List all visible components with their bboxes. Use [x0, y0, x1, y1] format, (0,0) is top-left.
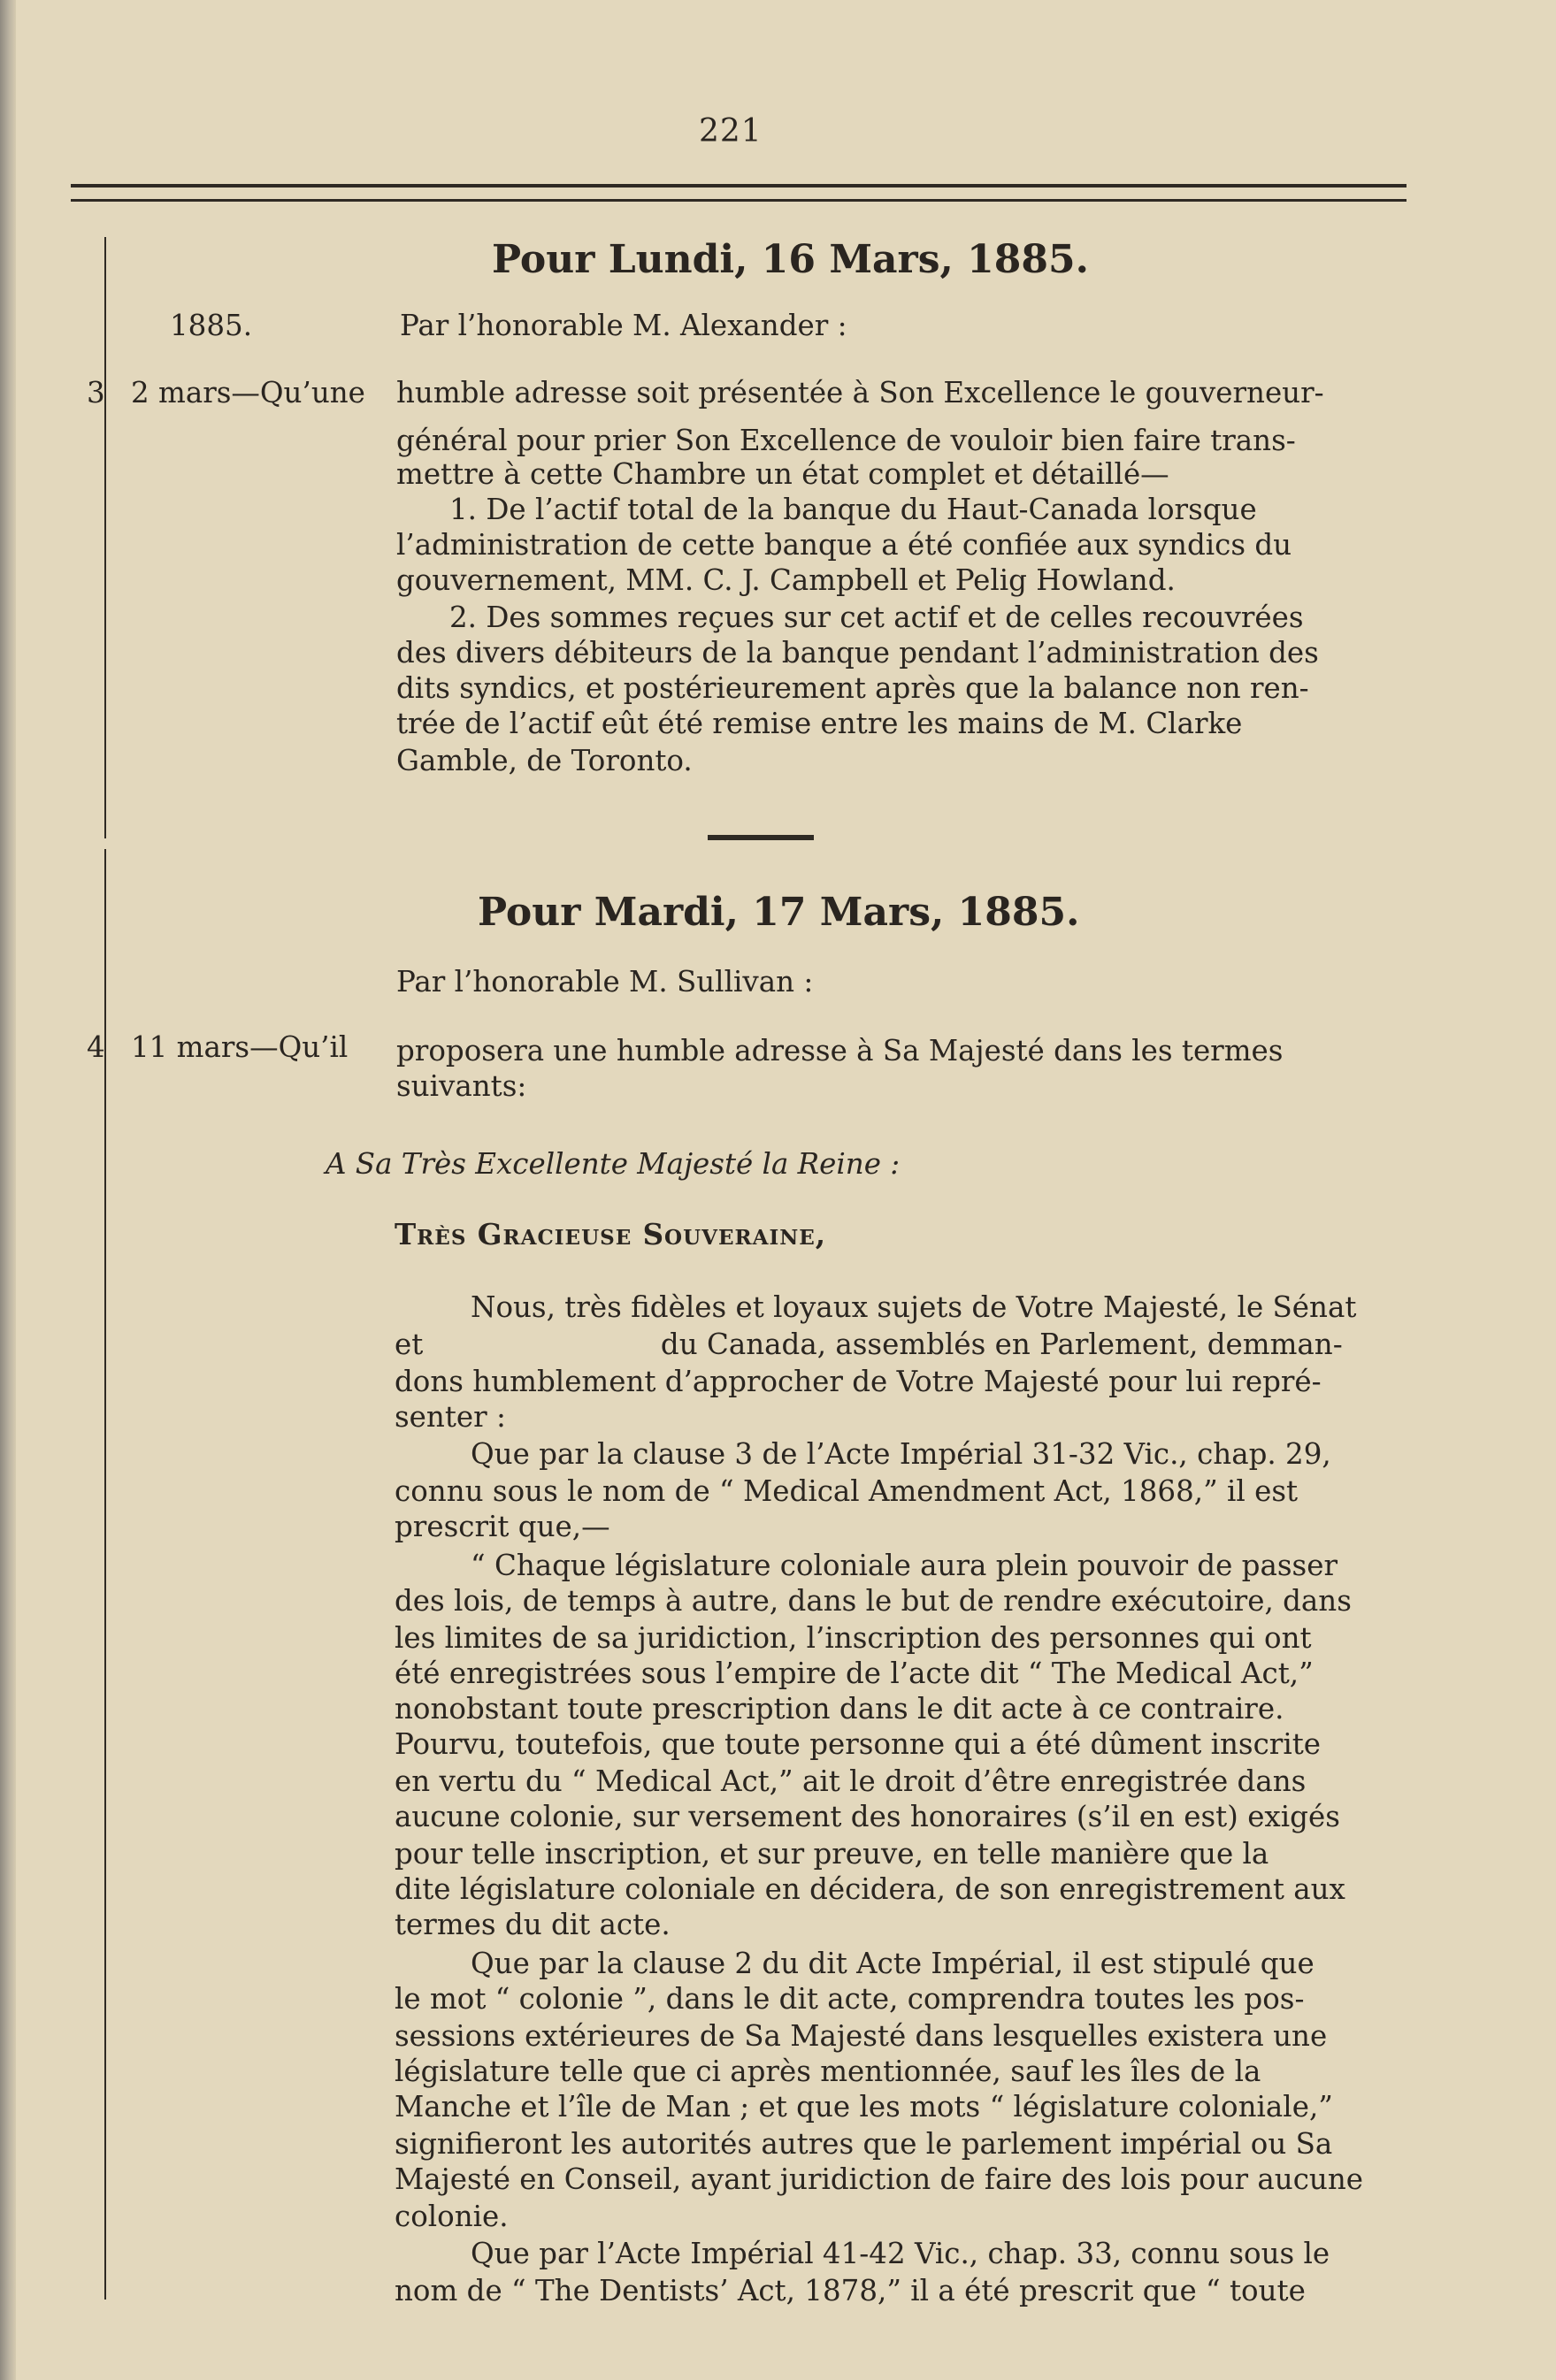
text-line: proposera une humble adresse à Sa Majesté dans les termes	[396, 1034, 1284, 1068]
item-number: 4	[87, 1030, 105, 1064]
text-line: suivants:	[396, 1069, 527, 1103]
page-binding-edge	[0, 0, 16, 2380]
mover-line: Par l’honorable M. Sullivan :	[396, 965, 814, 999]
text-line: dons humblement d’approcher de Votre Majesté pour lui repré-	[395, 1365, 1322, 1398]
text-line: sessions extérieures de Sa Majesté dans lesquelles existera une	[395, 2019, 1328, 2053]
text-line: gouvernement, MM. C. J. Campbell et Pelig Howland.	[396, 563, 1176, 597]
text-line: pour telle inscription, et sur preuve, en telle manière que la	[395, 1837, 1269, 1871]
mover-line: Par l’honorable M. Alexander :	[400, 309, 847, 342]
text-line: législature telle que ci après mentionnée, sauf les îles de la	[395, 2055, 1261, 2088]
text-line: Nous, très fidèles et loyaux sujets de Votre Majesté, le Sénat	[471, 1290, 1357, 1324]
section-heading-monday: Pour Lundi, 16 Mars, 1885.	[492, 237, 1089, 282]
text-line: Gamble, de Toronto.	[396, 744, 693, 777]
text-line: senter :	[395, 1400, 506, 1434]
text-line: général pour prier Son Excellence de vouloir bien faire trans-	[396, 424, 1296, 457]
text-line: 2. Des sommes reçues sur cet actif et de celles recouvrées	[449, 601, 1304, 634]
text-line: aucune colonie, sur versement des honoraires (s’il en est) exigés	[395, 1800, 1340, 1833]
text-line: termes du dit acte.	[395, 1908, 671, 1941]
text-line: dite législature coloniale en décidera, de son enregistrement aux	[395, 1872, 1345, 1906]
header-rule-thin	[71, 199, 1407, 202]
text-line: Manche et l’île de Man ; et que les mots “ législature coloniale,”	[395, 2090, 1333, 2124]
margin-rule	[104, 237, 106, 838]
text-line: des lois, de temps à autre, dans le but de rendre exécutoire, dans	[395, 1584, 1352, 1618]
text-line: nom de “ The Dentists’ Act, 1878,” il a été prescrit que “ toute	[395, 2274, 1306, 2307]
page-number: 221	[699, 113, 763, 149]
text-line: 1. De l’actif total de la banque du Haut-Canada lorsque	[449, 493, 1257, 526]
item-date: 2 mars—Qu’une	[131, 376, 365, 409]
text-line: le mot “ colonie ”, dans le dit acte, comprendra toutes les pos-	[395, 1982, 1305, 2016]
text-line: des divers débiteurs de la banque pendant l’administration des	[396, 636, 1319, 670]
address-to: A Sa Très Excellente Majesté la Reine :	[326, 1147, 901, 1181]
item-date: 11 mars—Qu’il	[131, 1030, 349, 1064]
salutation: Très Gracieuse Souveraine,	[395, 1217, 827, 1251]
text-line: Pourvu, toutefois, que toute personne qui a été dûment inscrite	[395, 1727, 1322, 1761]
text-line: Que par l’Acte Impérial 41-42 Vic., chap. 33, connu sous le	[471, 2237, 1330, 2270]
header-rule	[71, 184, 1407, 187]
text-line: dits syndics, et postérieurement après que la balance non ren-	[396, 671, 1309, 705]
text-line: Que par la clause 3 de l’Acte Impérial 31-32 Vic., chap. 29,	[471, 1437, 1331, 1471]
text-line: Que par la clause 2 du dit Acte Impérial, il est stipulé que	[471, 1947, 1315, 1980]
text-line: “ Chaque législature coloniale aura plein pouvoir de passer	[471, 1549, 1338, 1582]
text-line: humble adresse soit présentée à Son Excellence le gouverneur-	[396, 376, 1324, 409]
year-label: 1885.	[170, 309, 253, 342]
section-divider	[708, 835, 814, 840]
text-line: signifieront les autorités autres que le parlement impérial ou Sa	[395, 2127, 1333, 2161]
text-line: trée de l’actif eût été remise entre les mains de M. Clarke	[396, 707, 1243, 740]
text-line: nonobstant toute prescription dans le dit acte à ce contraire.	[395, 1692, 1284, 1726]
text-line: l’administration de cette banque a été confiée aux syndics du	[396, 528, 1292, 562]
text-line: prescrit que,—	[395, 1510, 610, 1543]
text-line: et du Canada, assemblés en Parlement, demman-	[395, 1328, 1343, 1361]
text-line: mettre à cette Chambre un état complet et détaillé—	[396, 457, 1169, 491]
text-line: été enregistrées sous l’empire de l’acte dit “ The Medical Act,”	[395, 1657, 1314, 1690]
text-line: Majesté en Conseil, ayant juridiction de faire des lois pour aucune	[395, 2162, 1364, 2196]
section-heading-tuesday: Pour Mardi, 17 Mars, 1885.	[478, 890, 1080, 935]
text-line: en vertu du “ Medical Act,” ait le droit d’être enregistrée dans	[395, 1764, 1307, 1798]
text-line: colonie.	[395, 2200, 509, 2233]
item-number: 3	[87, 376, 105, 409]
margin-rule	[104, 849, 106, 2300]
text-line: les limites de sa juridiction, l’inscription des personnes qui ont	[395, 1621, 1312, 1655]
text-line: connu sous le nom de “ Medical Amendment Act, 1868,” il est	[395, 1474, 1299, 1508]
